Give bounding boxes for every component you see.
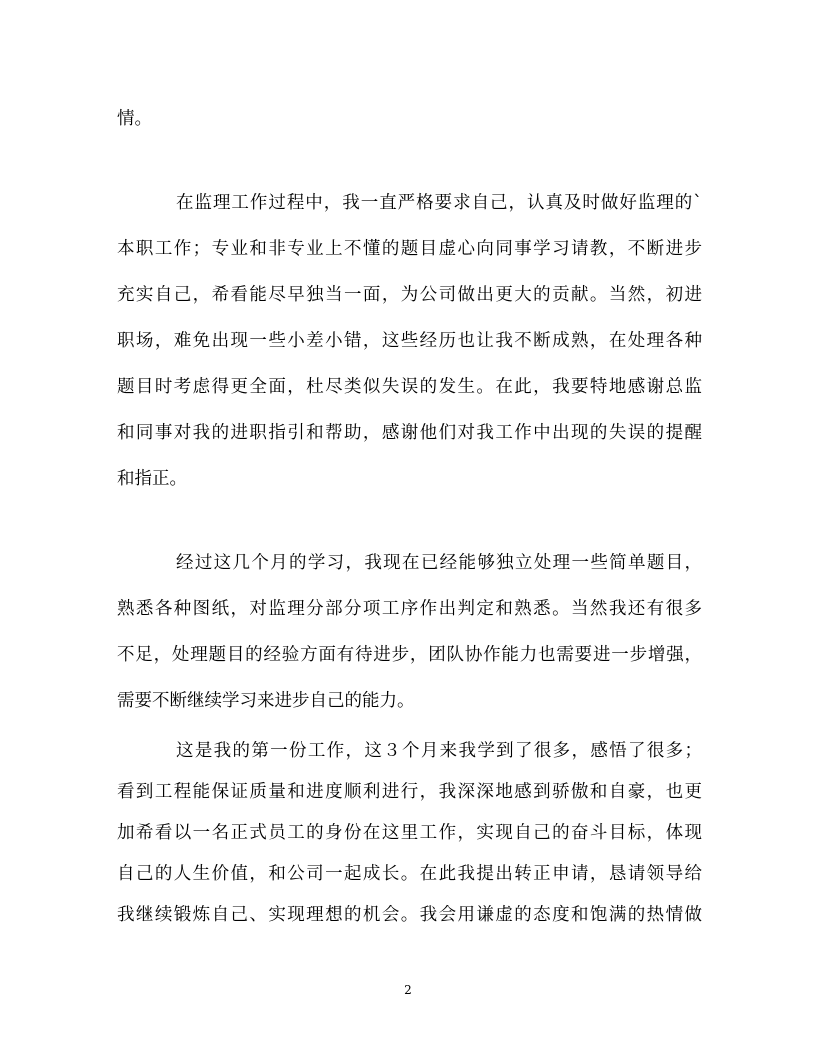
paragraph-line: 本职工作；专业和非专业上不懂的题目虚心向同事学习请教，不断进步 [117,239,702,259]
paragraph-line: 和指正。 [117,469,187,489]
paragraph-line: 和同事对我的进职指引和帮助，感谢他们对我工作中出现的失误的提醒 [117,423,702,443]
paragraph-line: 职场，难免出现一些小差小错，这些经历也让我不断成熟，在处理各种 [117,331,702,351]
paragraph-line: 熟悉各种图纸，对监理分部分项工序作出判定和熟悉。当然我还有很多 [117,599,702,619]
paragraph-line: 自己的人生价值，和公司一起成长。在此我提出转正申请，恳请领导给 [117,864,702,884]
paragraph-line: 不足，处理题目的经验方面有待进步，团队协作能力也需要进一步增强， [117,645,702,665]
paragraph-line: 经过这几个月的学习，我现在已经能够独立处理一些简单题目， [176,553,702,573]
paragraph-line: 我继续锻炼自己、实现理想的机会。我会用谦虚的态度和饱满的热情做 [117,905,702,925]
paragraph-line: 题目时考虑得更全面，杜尽类似失误的发生。在此，我要特地感谢总监 [117,377,702,397]
paragraph-line: 加希看以一名正式员工的身份在这里工作，实现自己的奋斗目标，体现 [117,823,702,843]
paragraph-line: 充实自己，希看能尽早独当一面，为公司做出更大的贡献。当然，初进 [117,285,702,305]
paragraph-line: 看到工程能保证质量和进度顺利进行，我深深地感到骄傲和自豪，也更 [117,782,702,802]
paragraph-line: 需要不断继续学习来进步自己的能力。 [117,691,415,711]
paragraph-line: 这是我的第一份工作，这３个月来我学到了很多，感悟了很多； [176,741,702,761]
paragraph-line: 在监理工作过程中，我一直严格要求自己，认真及时做好监理的` [176,193,702,213]
page-number: 2 [404,983,412,997]
paragraph-line: 情。 [117,109,152,129]
